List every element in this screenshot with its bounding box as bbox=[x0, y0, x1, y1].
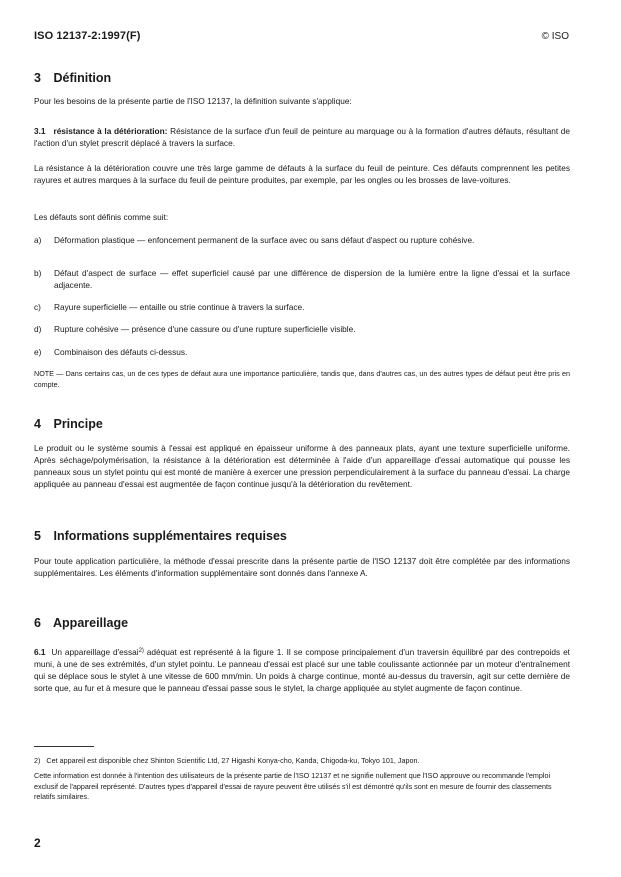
copyright-mark: © ISO bbox=[541, 31, 569, 42]
clause-number: 6.1 bbox=[34, 647, 46, 657]
section-title: Principe bbox=[53, 417, 103, 431]
list-label: d) bbox=[34, 324, 42, 334]
section-4-paragraph: Le produit ou le système soumis à l'essai est appliqué en épaisseur uniforme à des panneaux plats, ayant une texture superficielle uniforme. Après séchage/polymérisation, la résistance à la détérioration est déterminée à l'aide d'un appareillage d'essai automatique qui pousse les panneaux sous un stylet pointu qui est monté de manière à exercer une pression perpendiculairement à la surface du panneau d'essai. La charge appliquée au panneau d'essai est augmentée de façon continue jusqu'à la détérioration du revêtement. bbox=[34, 443, 570, 490]
definition-text: Résistance de la surface d'un feuil de peinture au marquage ou à la formation d'autres défauts, résultant de l'action d'un stylet prescrit déplacé à travers la surface. bbox=[34, 126, 570, 149]
footnote-reference[interactable]: 2) bbox=[138, 648, 144, 654]
section-title: Appareillage bbox=[53, 616, 129, 630]
section-number: 6 bbox=[34, 616, 41, 630]
definition-term: résistance à la détérioration: bbox=[53, 126, 168, 136]
clause-text: adéquat est représenté à la figure 1. Il se compose principalement d'un traversin équilibré par des contrepoids et muni, à une de ses extrémités, d'un stylet pointu. Le panneau d'essai est placé sur une table coulissante actionnée par un moteur d'entraînement qui se déplace sous le stylet à une vitesse de 600 mm/min. Un poids à charge continue, monté au-dessus du traversin, agit sur cette dernière de sorte que, au fur et à mesure que le panneau d'essai passe sous le stylet, la charge appliquée au stylet augmente de façon continue. bbox=[34, 647, 570, 694]
section-title: Informations supplémentaires requises bbox=[53, 529, 287, 543]
list-label: b) bbox=[34, 268, 42, 278]
footnote-disclaimer: Cette information est donnée à l'intention des utilisateurs de la présente partie de l'ISO 12137 et ne signifie nullement que l'ISO approuve ou recommande l'emploi exclusif de l'appareil représenté. D'autres types d'appareil d'essai de rayure peuvent être utilisés s'il est démontré qu'ils sont en mesure de fournir des classements relatifs similaires. bbox=[34, 771, 552, 801]
list-text: Rupture cohésive — présence d'une cassure ou d'une rupture superficielle visible. bbox=[54, 324, 356, 334]
section-3-paragraph-3: Les défauts sont définis comme suit: bbox=[34, 212, 169, 222]
definition-3-1 bbox=[34, 125, 570, 149]
list-text: Combinaison des défauts ci-dessus. bbox=[54, 347, 188, 357]
defect-item-b bbox=[34, 267, 570, 291]
list-text: Rayure superficielle — entaille ou strie continue à travers la surface. bbox=[54, 302, 305, 312]
footnote-divider bbox=[34, 746, 94, 747]
defect-item-d bbox=[34, 323, 570, 335]
section-3-paragraph-2: La résistance à la détérioration couvre une très large gamme de défauts à la surface du feuil de peinture. Ces défauts comprennent les petites rayures et autres marques à la surface du feuil de peinture produites, par exemple, par les ongles ou les brosses de lave-voitures. bbox=[34, 163, 570, 186]
list-label: a) bbox=[34, 235, 42, 245]
list-text: Déformation plastique — enfoncement permanent de la surface avec ou sans défaut d'aspect ou rupture cohésive. bbox=[54, 235, 475, 245]
section-5-paragraph: Pour toute application particulière, la méthode d'essai prescrite dans la présente partie de l'ISO 12137 doit être complétée par des informations supplémentaires. Les éléments d'information supplémentaire sont donnés dans l'annexe A. bbox=[34, 556, 570, 579]
standard-reference: ISO 12137-2:1997(F) bbox=[34, 30, 141, 42]
section-6-heading bbox=[34, 616, 128, 630]
section-5-heading bbox=[34, 529, 287, 543]
clause-text-lead: Un appareillage d'essai bbox=[51, 647, 139, 657]
list-label: c) bbox=[34, 302, 41, 312]
section-title: Définition bbox=[53, 71, 112, 85]
footnote-number: 2) bbox=[34, 756, 41, 765]
section-3-note: NOTE — Dans certains cas, un de ces types de défaut aura une importance particulière, tandis que, dans d'autres cas, un des autres types de défaut peut être pris en compte. bbox=[34, 369, 570, 389]
section-3-intro: Pour les besoins de la présente partie de l'ISO 12137, la définition suivante s'applique: bbox=[34, 96, 352, 106]
definition-number: 3.1 bbox=[34, 126, 46, 136]
section-4-heading bbox=[34, 417, 103, 431]
section-number: 3 bbox=[34, 71, 41, 85]
list-text: Défaut d'aspect de surface — effet superficiel causé par une différence de dispersion de la lumière entre la ligne d'essai et la surface adjacente. bbox=[54, 268, 570, 291]
section-number: 5 bbox=[34, 529, 41, 543]
page-number: 2 bbox=[34, 836, 41, 850]
list-label: e) bbox=[34, 347, 42, 357]
footnote-text: Cet appareil est disponible chez Shinton Scientific Ltd, 27 Higashi Konya-cho, Kanda, Chigoda-ku, Tokyo 101, Japon. bbox=[46, 756, 420, 765]
defect-item-c bbox=[34, 301, 570, 313]
defect-item-a bbox=[34, 234, 570, 246]
section-3-heading bbox=[34, 71, 111, 85]
section-number: 4 bbox=[34, 417, 41, 431]
footnote-2 bbox=[34, 756, 570, 767]
clause-6-1 bbox=[34, 646, 570, 694]
defect-item-e bbox=[34, 346, 570, 358]
